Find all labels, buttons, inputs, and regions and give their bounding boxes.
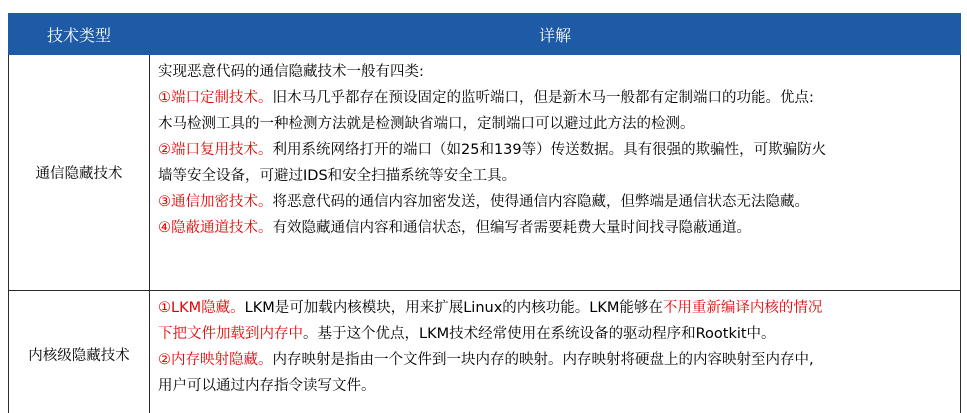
detail-line [158,163,952,189]
header-detail: 详解 [150,14,961,55]
detail-cell [150,55,961,291]
highlight-text: ①LKM隐藏。 [158,300,245,316]
body-text: LKM是可加载内核模块，用来扩展Linux的内核功能。LKM能够在 [244,300,663,316]
header-type: 技术类型 [9,14,150,55]
detail-line [158,295,952,321]
tech-table [8,13,961,413]
detail-cell [150,291,961,413]
table-row [9,291,961,413]
detail-line [158,85,952,111]
highlight-text: 不用重新编译内核的情况 [662,300,823,316]
detail-line [158,215,952,241]
highlight-text: ②端口复用技术。 [158,142,273,158]
detail-line [158,321,952,347]
highlight-text: ②内存映射隐藏。 [158,352,273,368]
body-text: 实现恶意代码的通信隐藏技术一般有四类: [158,64,424,80]
detail-line [158,59,952,85]
highlight-text: ③通信加密技术。 [158,194,273,210]
type-cell: 内核级隐藏技术 [9,291,150,413]
type-cell: 通信隐藏技术 [9,55,150,291]
body-text: 墙等安全设备，可避过IDS和安全扫描系统等安全工具。 [158,168,517,184]
detail-line [158,347,952,373]
header-row [9,14,961,55]
body-text: 内存映射是指由一个文件到一块内存的映射。内存映射将硬盘上的内容映射至内存中, [272,352,814,368]
body-text: 旧木马几乎都存在预设固定的监听端口，但是新木马一般都有定制端口的功能。优点: [272,90,814,106]
body-text: 用户可以通过内存指令读写文件。 [158,378,376,394]
highlight-text: ④隐蔽通道技术。 [158,220,273,236]
detail-line [158,189,952,215]
body-text: 。基于这个优点，LKM技术经常使用在系统设备的驱动程序和Rootkit中。 [303,326,776,342]
body-text: 有效隐藏通信内容和通信状态，但编写者需要耗费大量时间找寻隐蔽通道。 [272,220,751,236]
detail-line [158,111,952,137]
highlight-text: 下把文件加载到内存中 [158,326,303,342]
body-text: 木马检测工具的一种检测方法就是检测缺省端口，定制端口可以避过此方法的检测。 [158,116,695,132]
body-text: 将恶意代码的通信内容加密发送，使得通信内容隐藏，但弊端是通信状态无法隐藏。 [272,194,809,210]
body-text: 利用系统网络打开的端口（如25和139等）传送数据。具有很强的欺骗性，可欺骗防火 [272,142,827,158]
table-row [9,55,961,291]
detail-line [158,137,952,163]
highlight-text: ①端口定制技术。 [158,90,273,106]
detail-line [158,373,952,399]
